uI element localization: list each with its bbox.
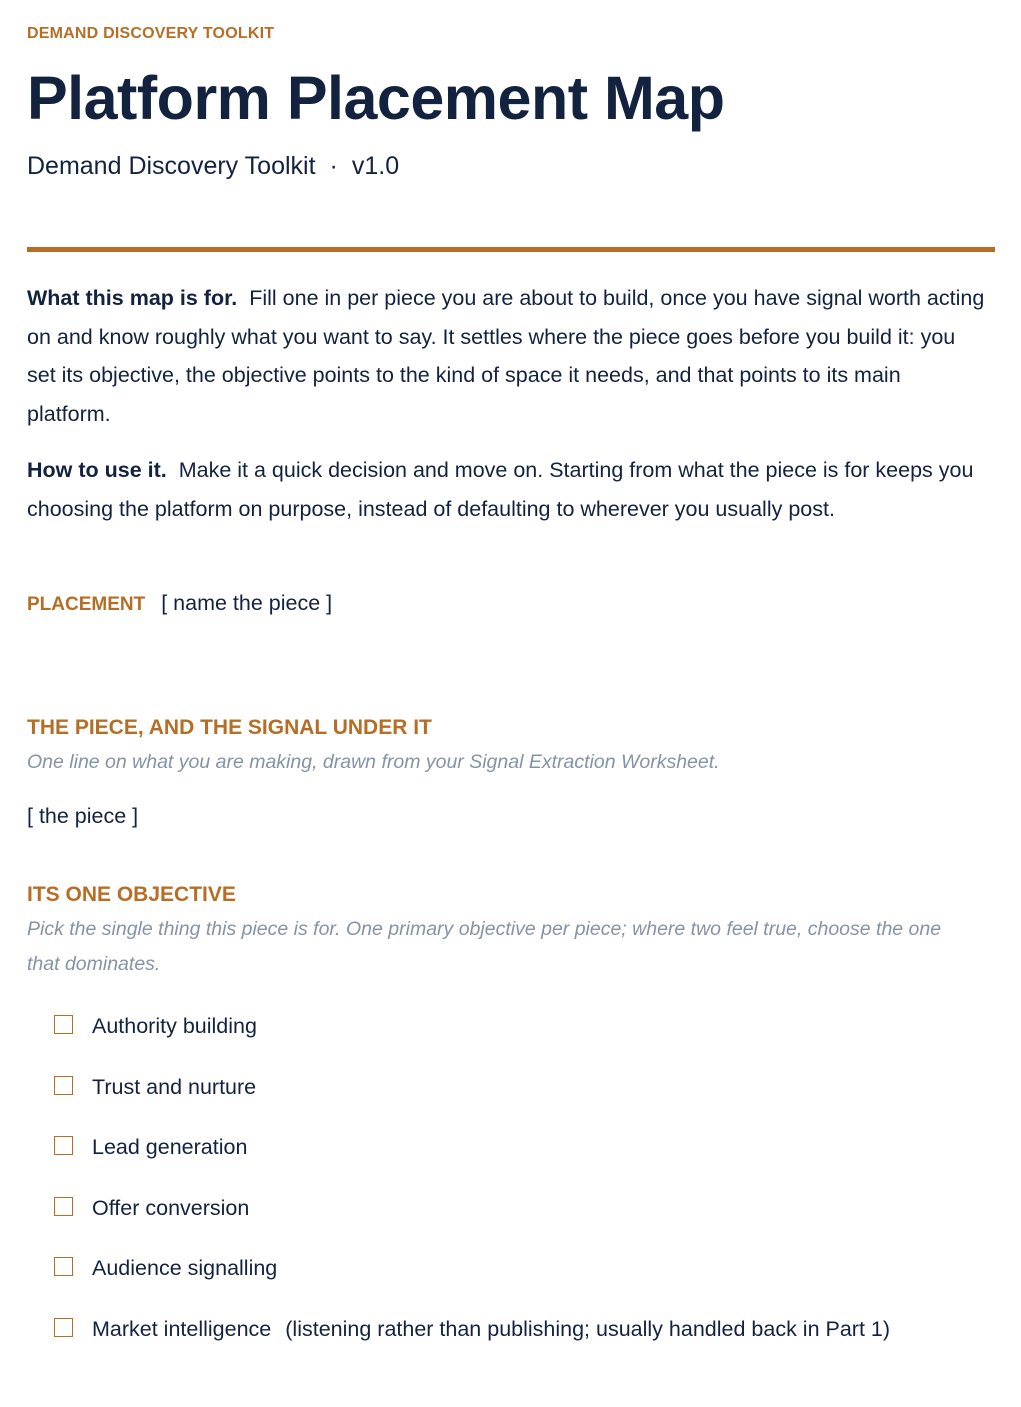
objective-option-label: Market intelligence [92,1316,272,1341]
piece-section-note: One line on what you are making, drawn from your Signal Extraction Worksheet. [27,751,720,773]
placement-label: PLACEMENT [27,594,146,615]
objective-checkbox[interactable] [54,1257,73,1276]
intro-how-paragraph [27,451,989,528]
intro-what-text: Fill one in per piece you are about to build, once you have signal worth acting on and know roughly what you want to say. It settles where the piece goes before you build it: you set its objective, the objective points to the kind of space it needs, and that points to its main platform. [27,286,985,426]
objective-option-label: Offer conversion [92,1195,250,1220]
objective-option-audience-signalling [27,1249,989,1310]
piece-value-field[interactable]: [ the piece ] [27,804,139,828]
objective-checkbox[interactable] [54,1136,73,1155]
objective-option-note: (listening rather than publishing; usually handled back in Part 1) [285,1316,891,1341]
intro-how-text: Make it a quick decision and move on. Starting from what the piece is for keeps you choosing the platform on purpose, instead of defaulting to wherever you usually post. [27,458,974,521]
objective-section-note: Pick the single thing this piece is for. One primary objective per piece; where two feel true, choose the one that dominates. [27,918,942,975]
placement-value[interactable]: [ name the piece ] [161,591,333,615]
objective-option-trust-and-nurture [27,1068,989,1129]
objective-checkbox[interactable] [54,1076,73,1095]
objective-checkbox[interactable] [54,1197,73,1216]
header-divider [27,247,995,252]
intro-what-label: What this map is for. [27,286,238,310]
toolkit-eyebrow: DEMAND DISCOVERY TOOLKIT [27,25,275,42]
objective-option-label: Trust and nurture [92,1074,257,1099]
objective-section-heading: ITS ONE OBJECTIVE [27,883,236,906]
objective-option-lead-generation [27,1128,989,1189]
subtitle-toolkit-name: Demand Discovery Toolkit [27,152,316,180]
subtitle-version: v1.0 [351,152,400,180]
intro-what-paragraph [27,279,989,433]
objective-option-market-intelligence [27,1310,989,1348]
objective-option-label: Authority building [92,1014,257,1038]
intro-how-label: How to use it. [27,458,167,482]
objective-checklist [27,1007,989,1348]
objective-option-offer-conversion [27,1189,989,1250]
objective-checkbox[interactable] [54,1318,73,1337]
objective-option-authority-building [27,1007,989,1068]
objective-option-label: Audience signalling [92,1256,278,1280]
piece-section-heading: THE PIECE, AND THE SIGNAL UNDER IT [27,716,432,739]
placement-field [27,588,332,620]
page-subtitle [27,150,399,182]
subtitle-separator: · [329,152,338,180]
objective-checkbox[interactable] [54,1015,73,1034]
objective-option-label: Lead generation [92,1135,248,1159]
page-title: Platform Placement Map [27,64,725,132]
objective-option-text [27,1310,989,1348]
